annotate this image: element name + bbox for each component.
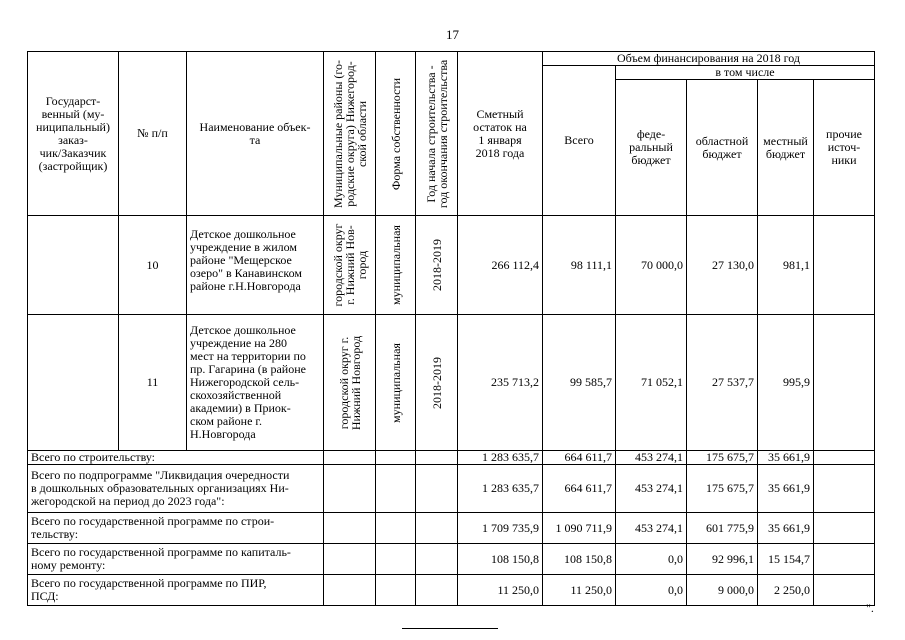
summary-estimate: 1 283 635,7 [458, 465, 543, 513]
summary-regional: 175 675,7 [687, 451, 758, 465]
estimate-value: 266 112,4 [458, 216, 543, 315]
summary-estimate: 11 250,0 [458, 575, 543, 606]
summary-federal: 0,0 [616, 544, 687, 575]
summary-estimate: 108 150,8 [458, 544, 543, 575]
customer-cell [28, 315, 119, 451]
financing-table [27, 51, 875, 606]
header-num: № п/п [119, 52, 187, 216]
district: городской округ г. Нижний Новгород [324, 315, 376, 451]
header-financing: Объем финансирования на 2018 год [543, 52, 875, 66]
header-ownership: Форма собственности [376, 52, 416, 216]
row-num: 11 [119, 315, 187, 451]
summary-label: Всего по подпрограмме "Ликвидация очередности в дошкольных образовательных организациях Ни- жегородской на период до 2023 года": [28, 465, 324, 513]
customer-cell [28, 216, 119, 315]
table-row [28, 315, 875, 451]
object-name: Детское дошкольное учреждение на 280 мест на территории по пр. Гагарина (в районе Нижегородской сель- скохозяйственной академии) в Приок- ском районе г. Н.Новгорода [187, 315, 324, 451]
summary-federal: 453 274,1 [616, 513, 687, 544]
summary-row [28, 465, 875, 513]
district: городской округ г. Нижний Нов- город [324, 216, 376, 315]
header-districts: Муниципальные районы (го- родские округа) Нижегород- ской области [324, 52, 376, 216]
summary-local: 2 250,0 [758, 575, 814, 606]
closing-quote-mark: ". [866, 601, 874, 615]
header-total: Всего [543, 66, 616, 216]
summary-label: Всего по государственной программе по строи- тельству: [28, 513, 324, 544]
summary-regional: 601 775,9 [687, 513, 758, 544]
summary-label: Всего по строительству: [28, 451, 324, 465]
footer-rule [402, 628, 498, 629]
summary-local: 35 661,9 [758, 513, 814, 544]
object-name: Детское дошкольное учреждение в жилом районе "Мещерское озеро" в Канавинском районе г.Н.Новгорода [187, 216, 324, 315]
local-value: 995,9 [758, 315, 814, 451]
summary-total: 664 611,7 [543, 465, 616, 513]
summary-federal: 453 274,1 [616, 465, 687, 513]
summary-total: 11 250,0 [543, 575, 616, 606]
total-value: 99 585,7 [543, 315, 616, 451]
header-including: в том числе [616, 66, 875, 80]
summary-row [28, 451, 875, 465]
regional-value: 27 130,0 [687, 216, 758, 315]
summary-regional: 92 996,1 [687, 544, 758, 575]
summary-local: 35 661,9 [758, 465, 814, 513]
years: 2018-2019 [416, 315, 458, 451]
other-value [814, 216, 875, 315]
header-estimate: Сметный остаток на 1 января 2018 года [458, 52, 543, 216]
summary-label: Всего по государственной программе по ПИР, ПСД: [28, 575, 324, 606]
summary-total: 664 611,7 [543, 451, 616, 465]
summary-estimate: 1 709 735,9 [458, 513, 543, 544]
regional-value: 27 537,7 [687, 315, 758, 451]
local-value: 981,1 [758, 216, 814, 315]
summary-row [28, 513, 875, 544]
federal-value: 71 052,1 [616, 315, 687, 451]
summary-label: Всего по государственной программе по капиталь- ному ремонту: [28, 544, 324, 575]
ownership: муниципальная [376, 315, 416, 451]
summary-row [28, 544, 875, 575]
summary-estimate: 1 283 635,7 [458, 451, 543, 465]
header-regional: областной бюджет [687, 80, 758, 216]
header-object-name: Наименование объек- та [187, 52, 324, 216]
summary-row [28, 575, 875, 606]
summary-federal: 453 274,1 [616, 451, 687, 465]
federal-value: 70 000,0 [616, 216, 687, 315]
other-value [814, 315, 875, 451]
ownership: муниципальная [376, 216, 416, 315]
header-other: прочие источ- ники [814, 80, 875, 216]
header-customer: Государст- венный (му- ниципальный) заказ- чик/Заказчик (застройщик) [28, 52, 119, 216]
summary-regional: 9 000,0 [687, 575, 758, 606]
row-num: 10 [119, 216, 187, 315]
header-years: Год начала строительства - год окончания строительства [416, 52, 458, 216]
summary-regional: 175 675,7 [687, 465, 758, 513]
total-value: 98 111,1 [543, 216, 616, 315]
header-federal: феде- ральный бюджет [616, 80, 687, 216]
summary-total: 108 150,8 [543, 544, 616, 575]
summary-local: 15 154,7 [758, 544, 814, 575]
header-local: местный бюджет [758, 80, 814, 216]
page-number: 17 [446, 27, 459, 42]
table-row [28, 216, 875, 315]
summary-local: 35 661,9 [758, 451, 814, 465]
summary-federal: 0,0 [616, 575, 687, 606]
estimate-value: 235 713,2 [458, 315, 543, 451]
summary-total: 1 090 711,9 [543, 513, 616, 544]
years: 2018-2019 [416, 216, 458, 315]
